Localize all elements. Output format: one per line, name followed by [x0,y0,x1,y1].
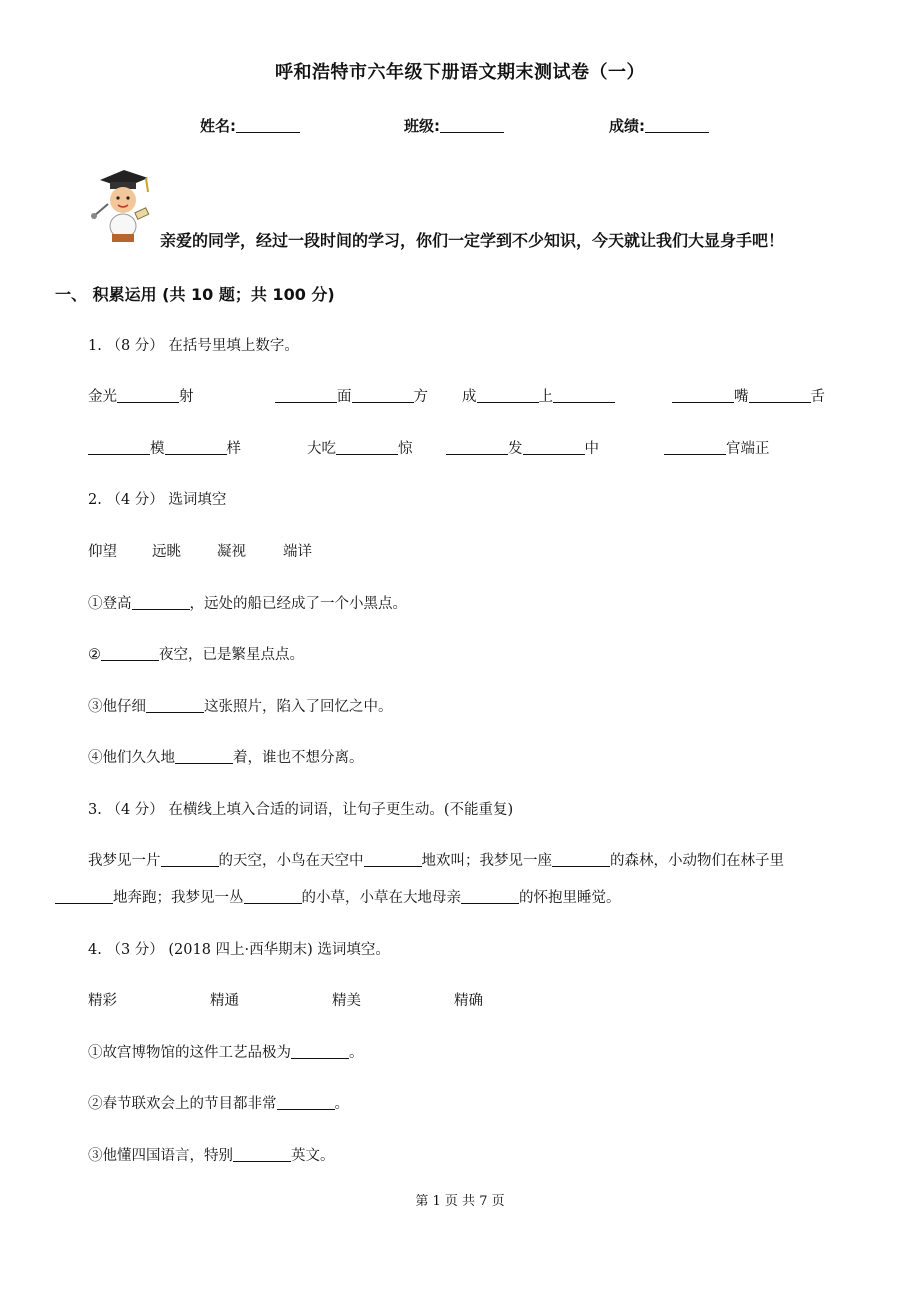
blank[interactable] [364,852,422,867]
q2-word-1: 仰望 [88,544,117,560]
blank[interactable] [55,889,113,904]
q2-word-3: 凝视 [217,544,246,560]
blank[interactable] [275,388,337,403]
q1-item-4: 嘴 舌 [672,385,825,406]
q2-item-4: ④他们久久地 着，谁也不想分离。 [88,750,364,766]
blank[interactable] [477,388,539,403]
q1-header: 1. （8 分） 在括号里填上数字。 [88,338,299,354]
q4-word-3: 精美 [332,993,361,1009]
q1-item-5: 模 样 [88,437,241,458]
q1-item-8: 官端正 [664,437,770,458]
blank[interactable] [165,440,227,455]
q2-item-3: ③他仔细 这张照片，陷入了回忆之中。 [88,699,393,715]
blank[interactable] [523,440,585,455]
q1-item-6: 大吃 惊 [307,441,413,457]
q4-header: 4. （3 分） (2018 四上·西华期末) 选词填空。 [88,942,390,958]
score-field[interactable] [609,115,709,136]
q3-line-1: 我梦见一片 的天空，小鸟在天空中 地欢叫；我梦见一座 的森林，小动物们在林子里 [88,853,784,869]
blank[interactable] [161,852,219,867]
q2-word-4: 端详 [283,544,312,560]
name-field[interactable] [200,115,300,136]
score-label: 成绩: [609,117,645,135]
blank[interactable] [672,388,734,403]
q2-word-2: 远眺 [152,544,181,560]
q4-word-2: 精通 [210,993,239,1009]
blank[interactable] [101,646,159,661]
blank[interactable] [244,889,302,904]
page-title: 呼和浩特市六年级下册语文期末测试卷（一） [275,62,645,83]
q4-word-4: 精确 [454,993,483,1009]
blank[interactable] [553,388,615,403]
name-blank[interactable] [236,118,300,133]
blank[interactable] [233,1147,291,1162]
greeting-text: 亲爱的同学，经过一段时间的学习，你们一定学到不少知识，今天就让我们大显身手吧！ [160,231,785,250]
q2-item-2: ② 夜空，已是繁星点点。 [88,647,304,663]
q1-item-3: 成 上 [462,385,615,406]
q1-item-2: 面 方 [275,385,428,406]
blank[interactable] [336,440,398,455]
section-title: 一、 积累运用 (共 10 题；共 100 分) [55,285,335,304]
student-mascot-icon [86,164,156,246]
blank[interactable] [277,1095,335,1110]
blank[interactable] [352,388,414,403]
q2-item-1: ①登高 ，远处的船已经成了一个小黑点。 [88,596,407,612]
blank[interactable] [291,1044,349,1059]
q3-line-2: 地奔跑；我梦见一丛 的小草，小草在大地母亲 的怀抱里睡觉。 [55,886,621,907]
blank[interactable] [664,440,726,455]
class-label: 班级: [404,117,440,135]
blank[interactable] [446,440,508,455]
name-label: 姓名: [200,117,236,135]
q4-word-1: 精彩 [88,993,117,1009]
blank[interactable] [749,388,811,403]
blank[interactable] [117,388,179,403]
page-footer: 第 1 页 共 7 页 [415,1194,505,1209]
q4-item-3: ③他懂四国语言，特别 英文。 [88,1148,335,1164]
q4-item-1: ①故宫博物馆的这件工艺品极为 。 [88,1045,364,1061]
q4-item-2: ②春节联欢会上的节目都非常 。 [88,1096,349,1112]
class-blank[interactable] [440,118,504,133]
q3-header: 3. （4 分） 在横线上填入合适的词语，让句子更生动。(不能重复) [88,802,514,818]
q1-item-7: 发 中 [446,437,599,458]
blank[interactable] [552,852,610,867]
score-blank[interactable] [645,118,709,133]
q2-header: 2. （4 分） 选词填空 [88,492,227,508]
q1-item-1: 金光 射 [88,389,194,405]
class-field[interactable] [404,115,504,136]
blank[interactable] [146,698,204,713]
blank[interactable] [461,889,519,904]
blank[interactable] [132,595,190,610]
blank[interactable] [175,749,233,764]
blank[interactable] [88,440,150,455]
